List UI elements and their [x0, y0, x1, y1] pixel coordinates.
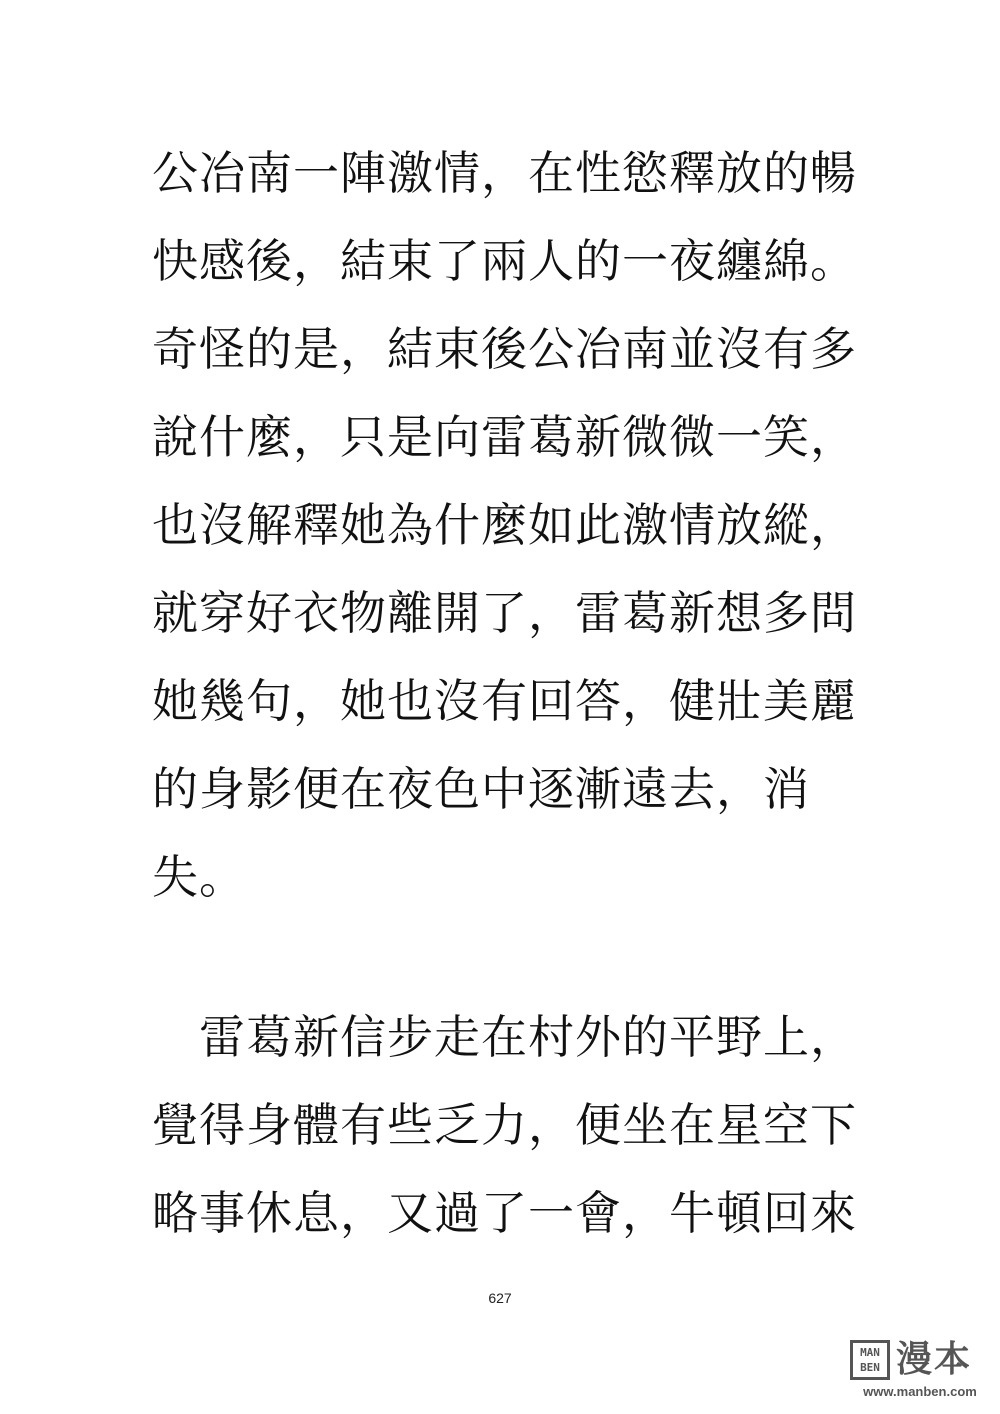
text-line: 的身影便在夜色中逐漸遠去，消	[152, 762, 810, 816]
text-line: 略事休息，又過了一會，牛頓回來	[152, 1186, 857, 1240]
watermark-logo	[850, 1338, 990, 1404]
text-line: 覺得身體有些乏力，便坐在星空下	[152, 1098, 857, 1152]
text-line: 雷葛新信步走在村外的平野上，	[152, 1010, 857, 1064]
text-line: 奇怪的是，結束後公冶南並沒有多	[152, 322, 857, 376]
text-line: 說什麼，只是向雷葛新微微一笑，	[152, 410, 857, 464]
text-line: 就穿好衣物離開了，雷葛新想多問	[152, 586, 857, 640]
text-line: 快感後，結束了兩人的一夜纏綿。	[152, 234, 857, 288]
text-line: 也沒解釋她為什麼如此激情放縱，	[152, 498, 857, 552]
watermark-name: 漫本	[896, 1339, 973, 1380]
page-number: 627	[488, 1290, 512, 1306]
watermark-url: www.manben.com	[863, 1384, 977, 1399]
text-line: 她幾句，她也沒有回答，健壯美麗	[152, 674, 857, 728]
text-line: 失。	[152, 850, 246, 904]
watermark-stamp-icon: MAN BEN	[850, 1340, 890, 1380]
text-line: 公冶南一陣激情，在性慾釋放的暢	[152, 146, 857, 200]
